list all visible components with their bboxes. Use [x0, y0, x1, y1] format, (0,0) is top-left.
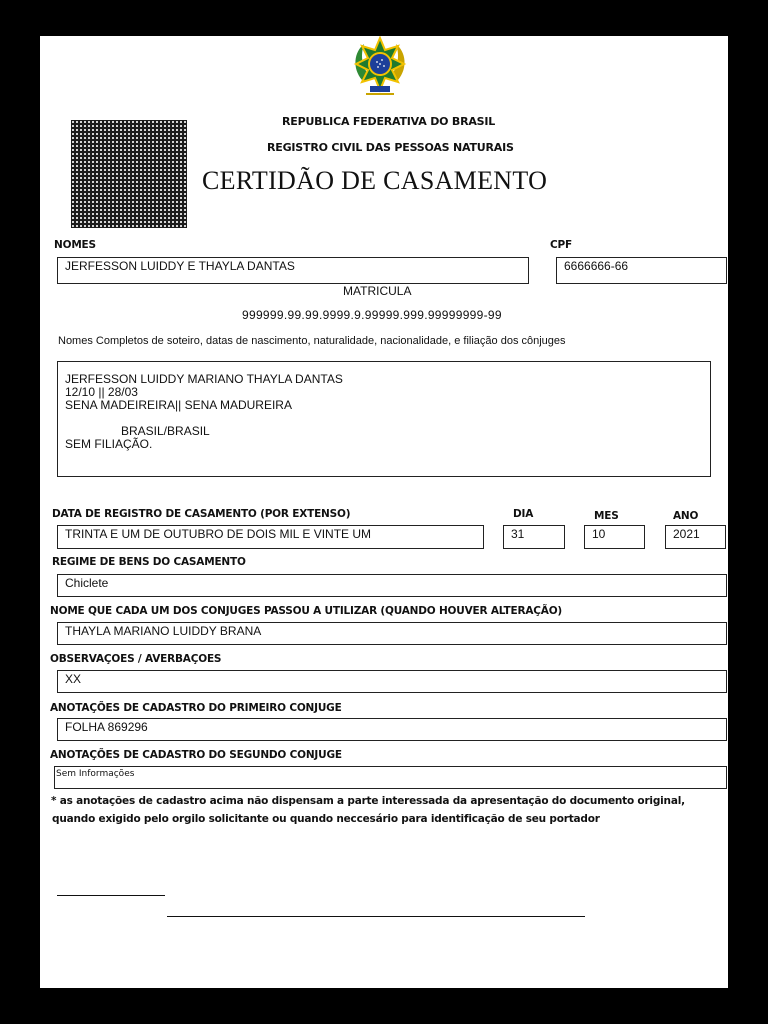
spouses-birthdates: 12/10 || 28/03: [65, 385, 138, 399]
year-label: ANO: [673, 510, 699, 522]
registration-date-label: DATA DE REGISTRO DE CASAMENTO (POR EXTENSO): [52, 508, 351, 520]
republic-heading: REPUBLICA FEDERATIVA DO BRASIL: [282, 115, 496, 128]
spouses-caption: Nomes Completos de soteiro, datas de nascimento, naturalidade, nacionalidade, e filiação dos cônjuges: [58, 335, 566, 347]
second-spouse-label: ANOTAÇÕES DE CADASTRO DO SEGUNDO CONJUGE: [50, 749, 342, 761]
matricula-label: MATRICULA: [343, 284, 412, 298]
day-label: DIA: [513, 508, 534, 520]
cpf-field: 6666666-66: [556, 257, 727, 284]
observations-label: OBSERVAÇOES / AVERBAÇOES: [50, 653, 222, 665]
first-spouse-field: FOLHA 869296: [57, 718, 727, 741]
spouses-details-box: [57, 361, 711, 477]
signature-line-short: [57, 895, 165, 896]
registry-heading: REGISTRO CIVIL DAS PESSOAS NATURAIS: [267, 141, 514, 154]
names-used-label: NOME QUE CADA UM DOS CONJUGES PASSOU A UTILIZAR (QUANDO HOUVER ALTERAÇÃO): [50, 605, 563, 617]
names-field: JERFESSON LUIDDY E THAYLA DANTAS: [57, 257, 529, 284]
spouses-nationality: BRASIL/BRASIL: [121, 424, 210, 438]
year-field: 2021: [665, 525, 726, 549]
property-regime-label: REGIME DE BENS DO CASAMENTO: [52, 556, 246, 568]
observations-field: XX: [57, 670, 727, 693]
qr-code: [71, 120, 187, 228]
month-field: 10: [584, 525, 645, 549]
property-regime-field: Chiclete: [57, 574, 727, 597]
certificate-page: [40, 36, 728, 988]
month-label: MES: [594, 510, 619, 522]
spouses-filiation: SEM FILIAÇÃO.: [65, 437, 153, 451]
page-title: CERTIDÃO DE CASAMENTO: [202, 166, 548, 195]
brazil-coat-of-arms-icon: [348, 36, 412, 100]
cpf-label: CPF: [550, 239, 572, 251]
second-spouse-field: Sem Informações: [54, 766, 727, 789]
first-spouse-label: ANOTAÇÕES DE CADASTRO DO PRIMEIRO CONJUGE: [50, 702, 342, 714]
spouses-names: JERFESSON LUIDDY MARIANO THAYLA DANTAS: [65, 372, 343, 386]
registration-date-field: TRINTA E UM DE OUTUBRO DE DOIS MIL E VINTE UM: [57, 525, 484, 549]
footnote-line-1: * as anotações de cadastro acima não dispensam a parte interessada da apresentação do documento original,: [51, 795, 685, 807]
names-used-field: THAYLA MARIANO LUIDDY BRANA: [57, 622, 727, 645]
spouses-birthplaces: SENA MADEIREIRA|| SENA MADUREIRA: [65, 398, 292, 412]
signature-line-long: [167, 916, 585, 917]
day-field: 31: [503, 525, 565, 549]
matricula-value: 999999.99.99.9999.9.99999.999.99999999-99: [242, 308, 502, 322]
names-label: NOMES: [54, 239, 96, 251]
footnote-line-2: quando exigido pelo orgilo solicitante ou quando neccesário para identificação de seu portador: [52, 813, 600, 825]
